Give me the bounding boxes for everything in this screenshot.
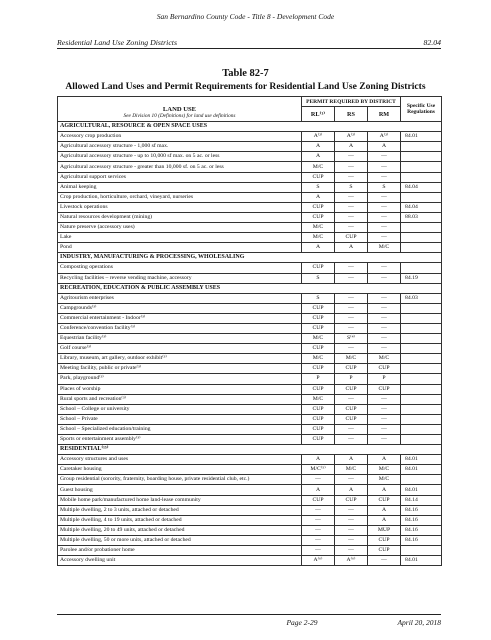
rl-permit-cell: CUP <box>302 414 335 424</box>
rl-permit-cell: M/C <box>302 162 335 172</box>
land-use-cell: Multiple dwelling, 2 to 3 units, attached or detached <box>58 505 302 515</box>
rl-permit-cell: CUP <box>302 364 335 374</box>
table-row <box>58 152 442 162</box>
rl-permit-cell: M/C <box>302 334 335 344</box>
regulation-cell <box>401 384 442 394</box>
rm-permit-cell: CUP <box>368 535 401 545</box>
land-use-cell: Mobile home park/manufactured home land-lease community <box>58 495 302 505</box>
land-use-cell: Agricultural support services <box>58 172 302 182</box>
rm-permit-cell: — <box>368 263 401 273</box>
rl-permit-cell: CUP <box>302 495 335 505</box>
table-row <box>58 455 442 465</box>
rl-permit-cell: — <box>302 525 335 535</box>
rs-permit-cell: A⁽⁶⁾ <box>335 556 368 566</box>
rl-permit-cell: CUP <box>302 404 335 414</box>
rl-permit-cell: A <box>302 142 335 152</box>
land-use-cell: Recycling facilities – reverse vending machine, accessory <box>58 273 302 283</box>
regulation-cell: 84.16 <box>401 505 442 515</box>
land-use-table <box>57 96 442 566</box>
table-row <box>58 334 442 344</box>
rs-permit-cell: A <box>335 243 368 253</box>
land-use-cell: Natural resources development (mining) <box>58 212 302 222</box>
rl-permit-cell: — <box>302 475 335 485</box>
section-heading <box>57 38 441 47</box>
table-row <box>58 233 442 243</box>
rs-permit-cell: — <box>335 323 368 333</box>
table-row <box>58 535 442 545</box>
land-use-cell: Campgrounds⁽³⁾ <box>58 303 302 313</box>
category-row <box>58 253 442 263</box>
zone-header-rl: RL⁽¹⁾ <box>302 107 335 122</box>
rs-permit-cell: — <box>335 263 368 273</box>
rm-permit-cell: A⁽²⁾ <box>368 132 401 142</box>
rs-permit-cell: P <box>335 374 368 384</box>
table-row <box>58 435 442 445</box>
rl-permit-cell: — <box>302 535 335 545</box>
rm-permit-cell: — <box>368 172 401 182</box>
rs-permit-cell: — <box>335 212 368 222</box>
land-use-cell: Agricultural accessory structure - greater than 10,000 sf. on 5 ac. or less <box>58 162 302 172</box>
table-row <box>58 303 442 313</box>
rl-permit-cell: P <box>302 374 335 384</box>
rl-permit-cell: CUP <box>302 202 335 212</box>
table-subtitle: Allowed Land Uses and Permit Requirements for Residential Land Use Zoning Districts <box>65 81 426 92</box>
rl-permit-cell: A <box>302 192 335 202</box>
rm-permit-cell: — <box>368 162 401 172</box>
section-number: 82.04 <box>423 38 441 47</box>
land-use-cell: Meeting facility, public or private⁽³⁾ <box>58 364 302 374</box>
rm-permit-cell: — <box>368 414 401 424</box>
rm-permit-cell: P <box>368 374 401 384</box>
table-row <box>58 424 442 434</box>
regulation-cell <box>401 303 442 313</box>
regulation-cell <box>401 344 442 354</box>
rm-permit-cell: — <box>368 202 401 212</box>
regulation-cell <box>401 404 442 414</box>
regulation-cell <box>401 313 442 323</box>
table-row <box>58 354 442 364</box>
table-row <box>58 212 442 222</box>
rm-permit-cell: M/C <box>368 354 401 364</box>
rm-permit-cell: — <box>368 323 401 333</box>
rs-permit-cell: — <box>335 475 368 485</box>
land-use-cell: Rural sports and recreation⁽³⁾ <box>58 394 302 404</box>
regulation-cell <box>401 323 442 333</box>
rl-permit-cell: A <box>302 455 335 465</box>
land-use-cell: Group residential (sorority, fraternity, boarding house, private residential club, etc.) <box>58 475 302 485</box>
table-row <box>58 515 442 525</box>
page-number: Page 2-29 <box>286 618 318 627</box>
table-row <box>58 404 442 414</box>
rm-permit-cell: — <box>368 233 401 243</box>
table-row <box>58 293 442 303</box>
rs-permit-cell: A <box>335 142 368 152</box>
land-use-cell: Animal keeping <box>58 182 302 192</box>
footer-divider <box>57 614 441 615</box>
regulation-cell: 84.16 <box>401 535 442 545</box>
rl-permit-cell: M/C <box>302 223 335 233</box>
category-heading: AGRICULTURAL, RESOURCE & OPEN SPACE USES <box>58 122 442 132</box>
rm-permit-cell: — <box>368 424 401 434</box>
category-heading: RESIDENTIAL⁽¹⁵⁾ <box>58 445 442 455</box>
land-use-cell: Agricultural accessory structure - 1,000 sf max. <box>58 142 302 152</box>
regulation-cell <box>401 354 442 364</box>
rm-permit-cell: M/C <box>368 465 401 475</box>
rs-permit-cell: — <box>335 535 368 545</box>
regulation-cell <box>401 192 442 202</box>
land-use-cell: Crop production, horticulture, orchard, vineyard, nurseries <box>58 192 302 202</box>
rm-permit-cell: — <box>368 394 401 404</box>
rl-permit-cell: M/C <box>302 354 335 364</box>
rm-permit-cell: — <box>368 273 401 283</box>
rl-permit-cell: CUP <box>302 212 335 222</box>
regulation-cell <box>401 475 442 485</box>
rs-permit-cell: CUP <box>335 233 368 243</box>
land-use-cell: School – Specialized education/training <box>58 424 302 434</box>
rm-permit-cell: — <box>368 404 401 414</box>
table-row <box>58 344 442 354</box>
regulation-cell: 84.04 <box>401 202 442 212</box>
table-row <box>58 364 442 374</box>
regulation-cell <box>401 223 442 233</box>
rl-permit-cell: A <box>302 243 335 253</box>
land-use-cell: Parolee and/or probationer home <box>58 546 302 556</box>
rm-permit-cell: CUP <box>368 546 401 556</box>
table-row <box>58 172 442 182</box>
rs-permit-cell: — <box>335 435 368 445</box>
regulation-cell <box>401 263 442 273</box>
rm-permit-cell: MUP <box>368 525 401 535</box>
rl-permit-cell: CUP <box>302 303 335 313</box>
rs-permit-cell: — <box>335 273 368 283</box>
land-use-cell: Guest housing <box>58 485 302 495</box>
regulation-cell: 84.04 <box>401 182 442 192</box>
land-use-cell: Multiple dwelling, 50 or more units, attached or detached <box>58 535 302 545</box>
rl-permit-cell: A⁽²⁾ <box>302 132 335 142</box>
rs-permit-cell: CUP <box>335 364 368 374</box>
table-row <box>58 465 442 475</box>
table-row <box>58 384 442 394</box>
rl-permit-cell: CUP <box>302 323 335 333</box>
table-row <box>58 223 442 233</box>
rl-permit-cell: M/C⁽⁵⁾ <box>302 465 335 475</box>
land-use-header <box>58 97 302 122</box>
table-row <box>58 475 442 485</box>
table-row <box>58 323 442 333</box>
category-row <box>58 283 442 293</box>
table-row <box>58 263 442 273</box>
rl-permit-cell: — <box>302 515 335 525</box>
category-heading: INDUSTRY, MANUFACTURING & PROCESSING, WHOLESALING <box>58 253 442 263</box>
regulation-cell: 84.19 <box>401 273 442 283</box>
section-name: Residential Land Use Zoning Districts <box>57 38 177 47</box>
regulation-cell <box>401 152 442 162</box>
rm-permit-cell: A <box>368 485 401 495</box>
rs-permit-cell: — <box>335 515 368 525</box>
rs-permit-cell: — <box>335 303 368 313</box>
land-use-cell: Nature preserve (accessory uses) <box>58 223 302 233</box>
rm-permit-cell: CUP <box>368 364 401 374</box>
table-row <box>58 505 442 515</box>
rl-permit-cell: A <box>302 152 335 162</box>
regulation-cell: 84.16 <box>401 515 442 525</box>
zone-header-rs: RS <box>335 107 368 122</box>
land-use-cell: Places of worship <box>58 384 302 394</box>
table-row <box>58 374 442 384</box>
rm-permit-cell: — <box>368 212 401 222</box>
rl-permit-cell: CUP <box>302 313 335 323</box>
rm-permit-cell: M/C <box>368 243 401 253</box>
table-row <box>58 202 442 212</box>
rm-permit-cell: — <box>368 344 401 354</box>
table-row <box>58 182 442 192</box>
rs-permit-cell: S <box>335 182 368 192</box>
rm-permit-cell: — <box>368 293 401 303</box>
rs-permit-cell: CUP <box>335 414 368 424</box>
rl-permit-cell: CUP <box>302 344 335 354</box>
land-use-cell: Sports or entertainment assembly⁽³⁾ <box>58 435 302 445</box>
rm-permit-cell: S <box>368 182 401 192</box>
regulation-cell: 84.01 <box>401 132 442 142</box>
regulation-cell: 84.16 <box>401 525 442 535</box>
rm-permit-cell: — <box>368 223 401 233</box>
table-row <box>58 192 442 202</box>
table-row <box>58 414 442 424</box>
table-row <box>58 546 442 556</box>
table-row <box>58 495 442 505</box>
rs-permit-cell: — <box>335 546 368 556</box>
rs-permit-cell: — <box>335 172 368 182</box>
rs-permit-cell: — <box>335 293 368 303</box>
land-use-cell: Pond <box>58 243 302 253</box>
rs-permit-cell: — <box>335 394 368 404</box>
rl-permit-cell: S <box>302 293 335 303</box>
land-use-cell: Accessory structures and uses <box>58 455 302 465</box>
land-use-cell: Conference/convention facility⁽³⁾ <box>58 323 302 333</box>
land-use-cell: Multiple dwelling, 20 to 49 units, attached or detached <box>58 525 302 535</box>
table-row <box>58 132 442 142</box>
rm-permit-cell: A <box>368 142 401 152</box>
regulation-cell: 84.01 <box>401 485 442 495</box>
rl-permit-cell: S <box>302 182 335 192</box>
table-row <box>58 556 442 566</box>
section-divider <box>57 48 441 49</box>
rs-permit-cell: — <box>335 223 368 233</box>
land-use-cell: Agricultural accessory structure - up to 10,000 sf max. on 5 ac. or less <box>58 152 302 162</box>
rs-permit-cell: A <box>335 455 368 465</box>
specific-use-regulations-header: Specific Use Regulations <box>401 97 442 122</box>
rl-permit-cell: CUP <box>302 424 335 434</box>
rm-permit-cell: CUP <box>368 495 401 505</box>
regulation-cell <box>401 172 442 182</box>
rs-permit-cell: CUP <box>335 495 368 505</box>
rs-permit-cell: — <box>335 424 368 434</box>
land-use-cell: School – College or university <box>58 404 302 414</box>
rm-permit-cell: — <box>368 303 401 313</box>
zone-header-rm: RM <box>368 107 401 122</box>
rs-permit-cell: A <box>335 485 368 495</box>
regulation-cell: 84.01 <box>401 556 442 566</box>
land-use-header-note: See Division 10 (Definitions) for land use definitions <box>123 113 236 120</box>
table-title: Table 82-7 <box>222 68 269 79</box>
land-use-cell: Accessory dwelling unit <box>58 556 302 566</box>
rs-permit-cell: — <box>335 505 368 515</box>
table-row <box>58 313 442 323</box>
rm-permit-cell: CUP <box>368 384 401 394</box>
regulation-cell <box>401 374 442 384</box>
land-use-cell: Livestock operations <box>58 202 302 212</box>
regulation-cell <box>401 162 442 172</box>
regulation-cell: 84.01 <box>401 465 442 475</box>
rl-permit-cell: M/C <box>302 233 335 243</box>
rm-permit-cell: — <box>368 313 401 323</box>
rs-permit-cell: — <box>335 192 368 202</box>
regulation-cell: 88.03 <box>401 212 442 222</box>
table-row <box>58 485 442 495</box>
table-row <box>58 243 442 253</box>
land-use-cell: Accessory crop production <box>58 132 302 142</box>
rl-permit-cell: — <box>302 546 335 556</box>
rl-permit-cell: S <box>302 273 335 283</box>
rm-permit-cell: — <box>368 556 401 566</box>
rs-permit-cell: M/C <box>335 354 368 364</box>
regulation-cell <box>401 435 442 445</box>
rl-permit-cell: CUP <box>302 263 335 273</box>
rl-permit-cell: CUP <box>302 435 335 445</box>
land-use-cell: Agritourism enterprises <box>58 293 302 303</box>
rs-permit-cell: CUP <box>335 384 368 394</box>
rs-permit-cell: — <box>335 525 368 535</box>
land-use-cell: Lake <box>58 233 302 243</box>
rm-permit-cell: A <box>368 455 401 465</box>
land-use-table-body <box>58 122 442 566</box>
rs-permit-cell: — <box>335 313 368 323</box>
table-row <box>58 394 442 404</box>
rs-permit-cell: S⁽⁴⁾ <box>335 334 368 344</box>
rs-permit-cell: — <box>335 152 368 162</box>
rm-permit-cell: A <box>368 515 401 525</box>
regulation-cell: 84.01 <box>401 455 442 465</box>
rs-permit-cell: A⁽²⁾ <box>335 132 368 142</box>
land-use-cell: Caretaker housing <box>58 465 302 475</box>
regulation-cell <box>401 142 442 152</box>
rl-permit-cell: M/C <box>302 394 335 404</box>
land-use-cell: Multiple dwelling, 4 to 19 units, attached or detached <box>58 515 302 525</box>
regulation-cell <box>401 394 442 404</box>
land-use-cell: Composting operations <box>58 263 302 273</box>
land-use-cell: Golf course⁽³⁾ <box>58 344 302 354</box>
land-use-cell: Library, museum, art gallery, outdoor exhibit⁽³⁾ <box>58 354 302 364</box>
category-row <box>58 122 442 132</box>
table-row <box>58 273 442 283</box>
table-row <box>58 525 442 535</box>
regulation-cell <box>401 243 442 253</box>
permit-required-header: PERMIT REQUIRED BY DISTRICT <box>302 97 401 107</box>
rm-permit-cell: — <box>368 334 401 344</box>
land-use-cell: Commercial entertainment - Indoor⁽³⁾ <box>58 313 302 323</box>
rm-permit-cell: A <box>368 505 401 515</box>
category-heading: RECREATION, EDUCATION & PUBLIC ASSEMBLY USES <box>58 283 442 293</box>
regulation-cell <box>401 414 442 424</box>
regulation-cell: 84.03 <box>401 293 442 303</box>
page-date: April 20, 2018 <box>397 618 441 627</box>
land-use-header-label: LAND USE <box>162 106 197 114</box>
rl-permit-cell: A⁽⁶⁾ <box>302 556 335 566</box>
land-use-cell: Park, playground⁽³⁾ <box>58 374 302 384</box>
regulation-cell <box>401 334 442 344</box>
regulation-cell <box>401 424 442 434</box>
rm-permit-cell: — <box>368 192 401 202</box>
rs-permit-cell: CUP <box>335 404 368 414</box>
table-row <box>58 142 442 152</box>
land-use-cell: School – Private <box>58 414 302 424</box>
rl-permit-cell: A <box>302 485 335 495</box>
rm-permit-cell: M/C <box>368 475 401 485</box>
rm-permit-cell: — <box>368 152 401 162</box>
document-title: San Bernardino County Code - Title 8 - Development Code <box>156 12 335 21</box>
rs-permit-cell: — <box>335 344 368 354</box>
rl-permit-cell: CUP <box>302 384 335 394</box>
regulation-cell <box>401 233 442 243</box>
rs-permit-cell: M/C <box>335 465 368 475</box>
rl-permit-cell: — <box>302 505 335 515</box>
rl-permit-cell: CUP <box>302 172 335 182</box>
rs-permit-cell: — <box>335 202 368 212</box>
category-row <box>58 445 442 455</box>
rm-permit-cell: — <box>368 435 401 445</box>
regulation-cell <box>401 546 442 556</box>
regulation-cell: 84.14 <box>401 495 442 505</box>
rs-permit-cell: — <box>335 162 368 172</box>
regulation-cell <box>401 364 442 374</box>
land-use-cell: Equestrian facility⁽³⁾ <box>58 334 302 344</box>
table-row <box>58 162 442 172</box>
